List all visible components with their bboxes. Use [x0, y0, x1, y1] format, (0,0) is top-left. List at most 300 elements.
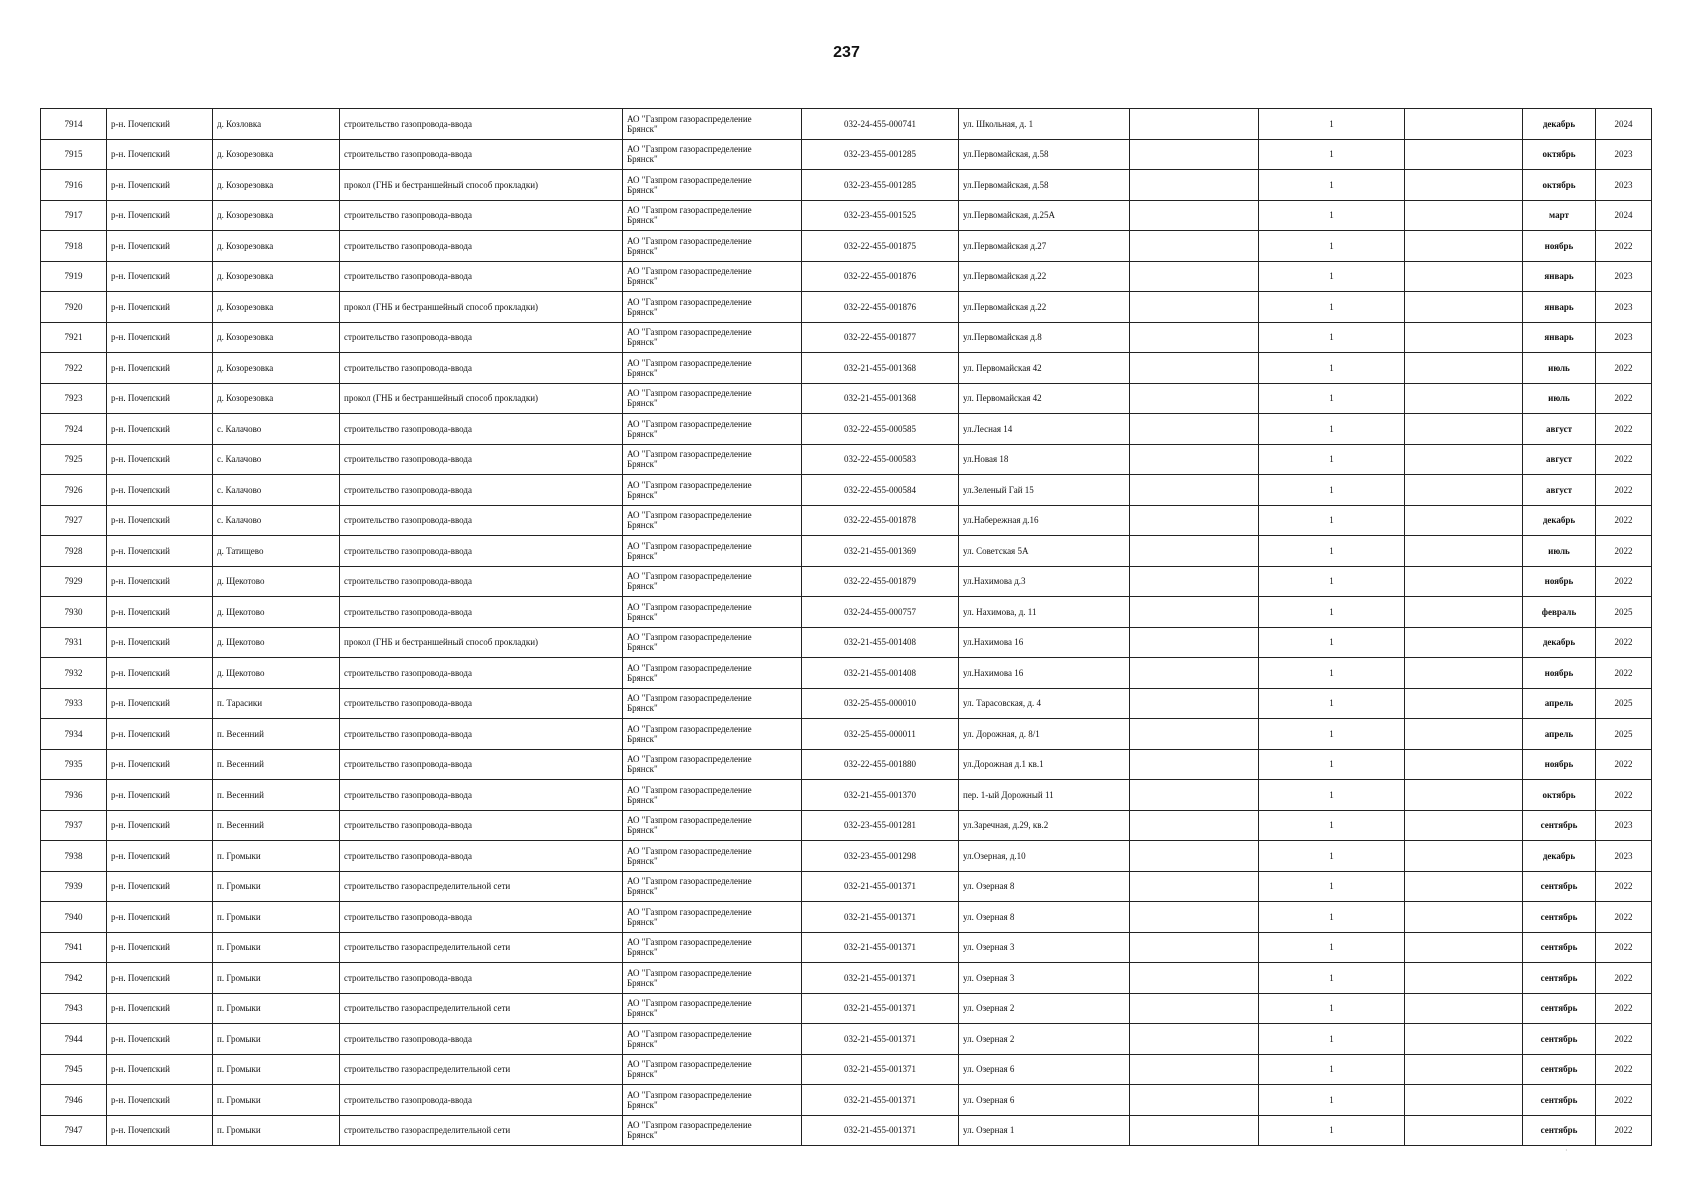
empty-cell — [1130, 444, 1259, 475]
cadastral-number-cell: 032-21-455-001371 — [802, 902, 959, 933]
month-cell: апрель — [1523, 688, 1596, 719]
table-row — [41, 505, 1652, 536]
work-type-cell: строительство газопровода-ввода — [340, 505, 623, 536]
year-cell: 2025 — [1596, 719, 1652, 750]
owner-cell — [623, 139, 802, 170]
empty-cell — [1405, 414, 1523, 445]
address-cell: ул.Первомайская д.22 — [959, 261, 1130, 292]
month-cell: декабрь — [1523, 505, 1596, 536]
empty-cell — [1130, 231, 1259, 262]
district-cell: р-н. Почепский — [107, 871, 213, 902]
row-number: 7941 — [41, 932, 107, 963]
settlement-cell: п. Весенний — [213, 719, 340, 750]
district-cell: р-н. Почепский — [107, 444, 213, 475]
quantity-cell: 1 — [1259, 749, 1405, 780]
quantity-cell: 1 — [1259, 383, 1405, 414]
owner-line-2: Брянск" — [627, 1130, 658, 1141]
month-cell: ноябрь — [1523, 231, 1596, 262]
table-row — [41, 566, 1652, 597]
owner-cell — [623, 444, 802, 475]
quantity-cell: 1 — [1259, 780, 1405, 811]
owner-line-2: Брянск" — [627, 1099, 658, 1110]
table-row — [41, 658, 1652, 689]
page-number: 237 — [833, 44, 860, 61]
row-number: 7926 — [41, 475, 107, 506]
table-row — [41, 871, 1652, 902]
empty-cell — [1405, 902, 1523, 933]
empty-cell — [1405, 109, 1523, 140]
owner-line-2: Брянск" — [627, 825, 658, 836]
quantity-cell: 1 — [1259, 292, 1405, 323]
empty-cell — [1130, 963, 1259, 994]
empty-cell — [1130, 871, 1259, 902]
month-cell: октябрь — [1523, 170, 1596, 201]
owner-cell — [623, 871, 802, 902]
year-cell: 2024 — [1596, 200, 1652, 231]
work-type-cell: строительство газопровода-ввода — [340, 322, 623, 353]
empty-cell — [1405, 932, 1523, 963]
address-cell: ул.Первомайская, д.58 — [959, 139, 1130, 170]
owner-cell — [623, 780, 802, 811]
settlement-cell: д. Козорезовка — [213, 231, 340, 262]
settlement-cell: п. Громыки — [213, 1085, 340, 1116]
table-row — [41, 993, 1652, 1024]
empty-cell — [1405, 841, 1523, 872]
empty-cell — [1405, 810, 1523, 841]
row-number: 7917 — [41, 200, 107, 231]
empty-cell — [1405, 719, 1523, 750]
address-cell: ул.Заречная, д.29, кв.2 — [959, 810, 1130, 841]
owner-line-2: Брянск" — [627, 428, 658, 439]
settlement-cell: д. Козорезовка — [213, 200, 340, 231]
row-number: 7946 — [41, 1085, 107, 1116]
owner-line-2: Брянск" — [627, 489, 658, 500]
owner-line-1: АО "Газпром газораспределение — [627, 388, 752, 399]
quantity-cell: 1 — [1259, 963, 1405, 994]
empty-cell — [1405, 1054, 1523, 1085]
quantity-cell: 1 — [1259, 1085, 1405, 1116]
year-cell: 2022 — [1596, 780, 1652, 811]
month-cell: сентябрь — [1523, 1085, 1596, 1116]
owner-line-2: Брянск" — [627, 154, 658, 165]
empty-cell — [1405, 993, 1523, 1024]
empty-cell — [1405, 658, 1523, 689]
row-number: 7916 — [41, 170, 107, 201]
month-cell: август — [1523, 444, 1596, 475]
address-cell: ул.Лесная 14 — [959, 414, 1130, 445]
district-cell: р-н. Почепский — [107, 810, 213, 841]
month-cell: январь — [1523, 322, 1596, 353]
district-cell: р-н. Почепский — [107, 627, 213, 658]
empty-cell — [1130, 414, 1259, 445]
owner-line-2: Брянск" — [627, 459, 658, 470]
month-cell: июль — [1523, 383, 1596, 414]
work-type-cell: строительство газопровода-ввода — [340, 231, 623, 262]
table-row — [41, 475, 1652, 506]
month-cell: январь — [1523, 292, 1596, 323]
row-number: 7920 — [41, 292, 107, 323]
empty-cell — [1405, 383, 1523, 414]
empty-cell — [1405, 627, 1523, 658]
quantity-cell: 1 — [1259, 841, 1405, 872]
work-type-cell: строительство газопровода-ввода — [340, 597, 623, 628]
owner-line-2: Брянск" — [627, 337, 658, 348]
owner-line-1: АО "Газпром газораспределение — [627, 418, 752, 429]
settlement-cell: д. Татищево — [213, 536, 340, 567]
address-cell: ул. Дорожная, д. 8/1 — [959, 719, 1130, 750]
address-cell: ул. Советская 5А — [959, 536, 1130, 567]
table-row — [41, 932, 1652, 963]
year-cell: 2024 — [1596, 109, 1652, 140]
month-cell: август — [1523, 475, 1596, 506]
work-type-cell: строительство газораспределительной сети — [340, 932, 623, 963]
owner-cell — [623, 749, 802, 780]
work-type-cell: строительство газораспределительной сети — [340, 993, 623, 1024]
owner-line-2: Брянск" — [627, 703, 658, 714]
empty-cell — [1405, 475, 1523, 506]
address-cell: ул.Первомайская д.8 — [959, 322, 1130, 353]
owner-line-1: АО "Газпром газораспределение — [627, 144, 752, 155]
work-type-cell: прокол (ГНБ и бестраншейный способ прокладки) — [340, 170, 623, 201]
table-row — [41, 444, 1652, 475]
year-cell: 2022 — [1596, 1085, 1652, 1116]
row-number: 7921 — [41, 322, 107, 353]
work-type-cell: строительство газопровода-ввода — [340, 902, 623, 933]
settlement-cell: с. Калачово — [213, 444, 340, 475]
table-row — [41, 261, 1652, 292]
owner-line-1: АО "Газпром газораспределение — [627, 1028, 752, 1039]
district-cell: р-н. Почепский — [107, 383, 213, 414]
cadastral-number-cell: 032-23-455-001285 — [802, 170, 959, 201]
quantity-cell: 1 — [1259, 871, 1405, 902]
year-cell: 2023 — [1596, 261, 1652, 292]
row-number: 7929 — [41, 566, 107, 597]
table-row — [41, 322, 1652, 353]
row-number: 7922 — [41, 353, 107, 384]
owner-line-2: Брянск" — [627, 794, 658, 805]
month-cell: сентябрь — [1523, 902, 1596, 933]
owner-line-2: Брянск" — [627, 398, 658, 409]
quantity-cell: 1 — [1259, 475, 1405, 506]
address-cell: ул.Набережная д.16 — [959, 505, 1130, 536]
settlement-cell: д. Козорезовка — [213, 292, 340, 323]
cadastral-number-cell: 032-23-455-001525 — [802, 200, 959, 231]
district-cell: р-н. Почепский — [107, 139, 213, 170]
empty-cell — [1405, 170, 1523, 201]
work-type-cell: строительство газопровода-ввода — [340, 963, 623, 994]
owner-cell — [623, 658, 802, 689]
row-number: 7939 — [41, 871, 107, 902]
district-cell: р-н. Почепский — [107, 261, 213, 292]
quantity-cell: 1 — [1259, 658, 1405, 689]
owner-line-1: АО "Газпром газораспределение — [627, 571, 752, 582]
owner-line-2: Брянск" — [627, 642, 658, 653]
month-cell: октябрь — [1523, 139, 1596, 170]
work-type-cell: строительство газопровода-ввода — [340, 1085, 623, 1116]
cadastral-number-cell: 032-23-455-001281 — [802, 810, 959, 841]
table-row — [41, 963, 1652, 994]
table-row — [41, 139, 1652, 170]
month-cell: сентябрь — [1523, 932, 1596, 963]
address-cell: ул.Первомайская д.27 — [959, 231, 1130, 262]
table-row — [41, 1115, 1652, 1146]
settlement-cell: с. Калачово — [213, 475, 340, 506]
year-cell: 2022 — [1596, 932, 1652, 963]
owner-line-1: АО "Газпром газораспределение — [627, 266, 752, 277]
empty-cell — [1130, 841, 1259, 872]
row-number: 7928 — [41, 536, 107, 567]
owner-cell — [623, 1115, 802, 1146]
owner-line-1: АО "Газпром газораспределение — [627, 845, 752, 856]
table-row — [41, 749, 1652, 780]
row-number: 7923 — [41, 383, 107, 414]
owner-line-1: АО "Газпром газораспределение — [627, 540, 752, 551]
year-cell: 2023 — [1596, 322, 1652, 353]
owner-cell — [623, 383, 802, 414]
district-cell: р-н. Почепский — [107, 993, 213, 1024]
cadastral-number-cell: 032-24-455-000757 — [802, 597, 959, 628]
row-number: 7942 — [41, 963, 107, 994]
owner-cell — [623, 292, 802, 323]
row-number: 7930 — [41, 597, 107, 628]
cadastral-number-cell: 032-21-455-001369 — [802, 536, 959, 567]
owner-cell — [623, 719, 802, 750]
owner-line-1: АО "Газпром газораспределение — [627, 754, 752, 765]
year-cell: 2022 — [1596, 353, 1652, 384]
year-cell: 2022 — [1596, 993, 1652, 1024]
owner-line-2: Брянск" — [627, 306, 658, 317]
month-cell: сентябрь — [1523, 963, 1596, 994]
address-cell: ул.Первомайская, д.58 — [959, 170, 1130, 201]
quantity-cell: 1 — [1259, 902, 1405, 933]
owner-cell — [623, 597, 802, 628]
work-type-cell: строительство газопровода-ввода — [340, 719, 623, 750]
cadastral-number-cell: 032-21-455-001370 — [802, 780, 959, 811]
address-cell: ул.Зеленый Гай 15 — [959, 475, 1130, 506]
cadastral-number-cell: 032-22-455-000584 — [802, 475, 959, 506]
quantity-cell: 1 — [1259, 353, 1405, 384]
table-row — [41, 200, 1652, 231]
owner-line-1: АО "Газпром газораспределение — [627, 601, 752, 612]
table-row — [41, 170, 1652, 201]
settlement-cell: п. Громыки — [213, 1115, 340, 1146]
empty-cell — [1130, 536, 1259, 567]
empty-cell — [1130, 505, 1259, 536]
month-cell: сентябрь — [1523, 810, 1596, 841]
settlement-cell: д. Козорезовка — [213, 170, 340, 201]
owner-line-1: АО "Газпром газораспределение — [627, 357, 752, 368]
owner-line-1: АО "Газпром газораспределение — [627, 723, 752, 734]
owner-line-2: Брянск" — [627, 581, 658, 592]
empty-cell — [1130, 566, 1259, 597]
cadastral-number-cell: 032-21-455-001371 — [802, 871, 959, 902]
address-cell: ул.Первомайская д.22 — [959, 292, 1130, 323]
empty-cell — [1405, 353, 1523, 384]
row-number: 7915 — [41, 139, 107, 170]
owner-cell — [623, 505, 802, 536]
table-row — [41, 1054, 1652, 1085]
quantity-cell: 1 — [1259, 688, 1405, 719]
address-cell: ул. Озерная 6 — [959, 1054, 1130, 1085]
address-cell: ул.Дорожная д.1 кв.1 — [959, 749, 1130, 780]
work-type-cell: строительство газопровода-ввода — [340, 810, 623, 841]
owner-cell — [623, 475, 802, 506]
settlement-cell: п. Громыки — [213, 841, 340, 872]
empty-cell — [1130, 749, 1259, 780]
empty-cell — [1405, 505, 1523, 536]
row-number: 7940 — [41, 902, 107, 933]
year-cell: 2022 — [1596, 963, 1652, 994]
month-cell: февраль — [1523, 597, 1596, 628]
owner-cell — [623, 536, 802, 567]
owner-cell — [623, 261, 802, 292]
owner-cell — [623, 1024, 802, 1055]
month-cell: август — [1523, 414, 1596, 445]
empty-cell — [1130, 475, 1259, 506]
month-cell: ноябрь — [1523, 658, 1596, 689]
district-cell: р-н. Почепский — [107, 536, 213, 567]
district-cell: р-н. Почепский — [107, 780, 213, 811]
empty-cell — [1130, 1085, 1259, 1116]
settlement-cell: п. Громыки — [213, 871, 340, 902]
table-row — [41, 780, 1652, 811]
settlement-cell: д. Козорезовка — [213, 383, 340, 414]
stray-mark: · — [1565, 1146, 1568, 1155]
row-number: 7934 — [41, 719, 107, 750]
cadastral-number-cell: 032-21-455-001371 — [802, 932, 959, 963]
cadastral-number-cell: 032-22-455-001875 — [802, 231, 959, 262]
owner-line-1: АО "Газпром газораспределение — [627, 510, 752, 521]
quantity-cell: 1 — [1259, 505, 1405, 536]
district-cell: р-н. Почепский — [107, 1085, 213, 1116]
year-cell: 2025 — [1596, 597, 1652, 628]
empty-cell — [1405, 261, 1523, 292]
quantity-cell: 1 — [1259, 719, 1405, 750]
year-cell: 2022 — [1596, 871, 1652, 902]
year-cell: 2023 — [1596, 292, 1652, 323]
row-number: 7918 — [41, 231, 107, 262]
row-number: 7924 — [41, 414, 107, 445]
quantity-cell: 1 — [1259, 139, 1405, 170]
owner-cell — [623, 322, 802, 353]
year-cell: 2022 — [1596, 658, 1652, 689]
cadastral-number-cell: 032-22-455-001878 — [802, 505, 959, 536]
owner-line-1: АО "Газпром газораспределение — [627, 632, 752, 643]
district-cell: р-н. Почепский — [107, 658, 213, 689]
cadastral-number-cell: 032-21-455-001371 — [802, 993, 959, 1024]
quantity-cell: 1 — [1259, 109, 1405, 140]
table-row — [41, 810, 1652, 841]
settlement-cell: д. Щекотово — [213, 566, 340, 597]
month-cell: июль — [1523, 536, 1596, 567]
year-cell: 2022 — [1596, 505, 1652, 536]
address-cell: ул. Первомайская 42 — [959, 353, 1130, 384]
address-cell: ул.Нахимова 16 — [959, 658, 1130, 689]
district-cell: р-н. Почепский — [107, 963, 213, 994]
quantity-cell: 1 — [1259, 597, 1405, 628]
owner-cell — [623, 810, 802, 841]
district-cell: р-н. Почепский — [107, 932, 213, 963]
empty-cell — [1130, 109, 1259, 140]
row-number: 7914 — [41, 109, 107, 140]
quantity-cell: 1 — [1259, 1054, 1405, 1085]
address-cell: пер. 1-ый Дорожный 11 — [959, 780, 1130, 811]
district-cell: р-н. Почепский — [107, 688, 213, 719]
empty-cell — [1405, 688, 1523, 719]
owner-line-1: АО "Газпром газораспределение — [627, 967, 752, 978]
month-cell: ноябрь — [1523, 749, 1596, 780]
table-row — [41, 292, 1652, 323]
quantity-cell: 1 — [1259, 200, 1405, 231]
work-type-cell: строительство газопровода-ввода — [340, 658, 623, 689]
owner-line-2: Брянск" — [627, 215, 658, 226]
work-type-cell: строительство газопровода-ввода — [340, 200, 623, 231]
table-row — [41, 902, 1652, 933]
table-row — [41, 627, 1652, 658]
table-body — [41, 109, 1652, 1146]
owner-cell — [623, 566, 802, 597]
cadastral-number-cell: 032-22-455-000585 — [802, 414, 959, 445]
quantity-cell: 1 — [1259, 810, 1405, 841]
work-type-cell: строительство газопровода-ввода — [340, 261, 623, 292]
work-type-cell: строительство газопровода-ввода — [340, 109, 623, 140]
row-number: 7937 — [41, 810, 107, 841]
quantity-cell: 1 — [1259, 536, 1405, 567]
quantity-cell: 1 — [1259, 231, 1405, 262]
district-cell: р-н. Почепский — [107, 322, 213, 353]
table-row — [41, 231, 1652, 262]
owner-cell — [623, 231, 802, 262]
empty-cell — [1130, 170, 1259, 201]
owner-line-2: Брянск" — [627, 1069, 658, 1080]
month-cell: декабрь — [1523, 627, 1596, 658]
year-cell: 2023 — [1596, 841, 1652, 872]
owner-cell — [623, 932, 802, 963]
empty-cell — [1405, 200, 1523, 231]
settlement-cell: п. Громыки — [213, 932, 340, 963]
owner-cell — [623, 1054, 802, 1085]
district-cell: р-н. Почепский — [107, 505, 213, 536]
empty-cell — [1405, 1115, 1523, 1146]
work-type-cell: строительство газопровода-ввода — [340, 1024, 623, 1055]
owner-line-2: Брянск" — [627, 733, 658, 744]
district-cell: р-н. Почепский — [107, 292, 213, 323]
quantity-cell: 1 — [1259, 627, 1405, 658]
year-cell: 2022 — [1596, 1115, 1652, 1146]
empty-cell — [1130, 627, 1259, 658]
quantity-cell: 1 — [1259, 566, 1405, 597]
empty-cell — [1405, 566, 1523, 597]
settlement-cell: д. Щекотово — [213, 597, 340, 628]
district-cell: р-н. Почепский — [107, 841, 213, 872]
owner-line-1: АО "Газпром газораспределение — [627, 937, 752, 948]
empty-cell — [1130, 322, 1259, 353]
owner-line-2: Брянск" — [627, 1038, 658, 1049]
quantity-cell: 1 — [1259, 932, 1405, 963]
row-number: 7945 — [41, 1054, 107, 1085]
settlement-cell: д. Щекотово — [213, 627, 340, 658]
owner-line-2: Брянск" — [627, 123, 658, 134]
owner-cell — [623, 627, 802, 658]
year-cell: 2022 — [1596, 1054, 1652, 1085]
owner-line-1: АО "Газпром газораспределение — [627, 998, 752, 1009]
table-row — [41, 1085, 1652, 1116]
empty-cell — [1405, 871, 1523, 902]
row-number: 7919 — [41, 261, 107, 292]
owner-line-2: Брянск" — [627, 520, 658, 531]
owner-line-1: АО "Газпром газораспределение — [627, 1089, 752, 1100]
address-cell: ул. Первомайская 42 — [959, 383, 1130, 414]
